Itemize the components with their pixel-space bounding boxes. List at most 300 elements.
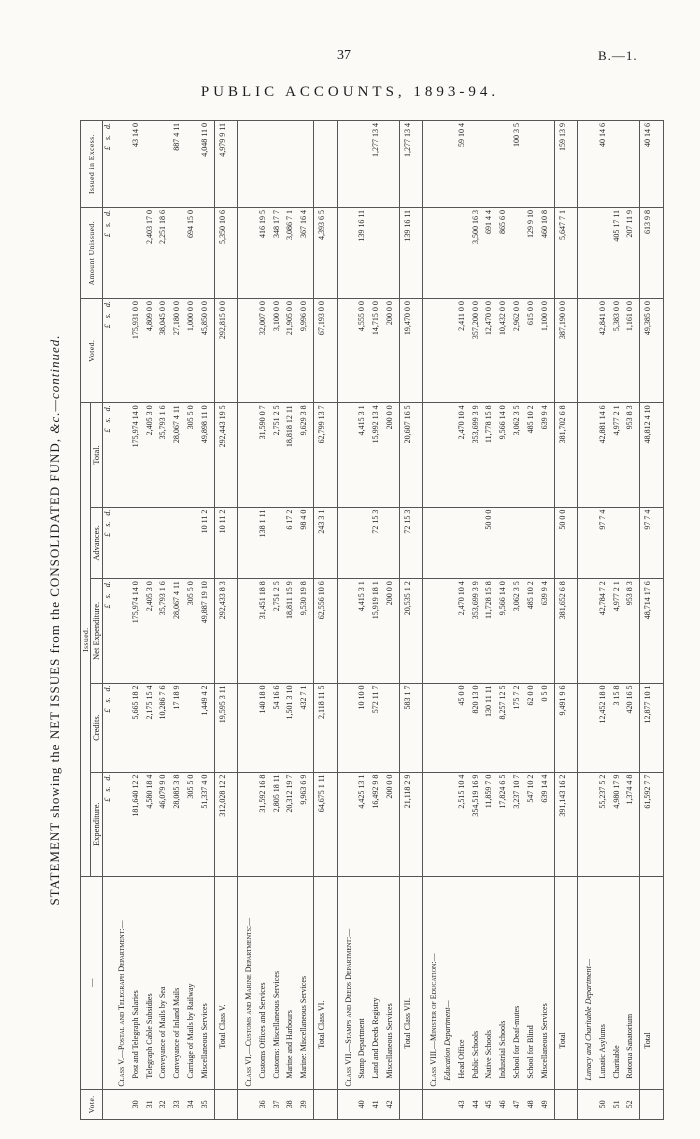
amount-cell: [512, 207, 526, 298]
amount-cell: [385, 507, 399, 579]
amount-cell: 18,811 15 9: [285, 579, 299, 683]
statement-title: [40, 120, 70, 1120]
amount-cell: 3,237 10 7: [512, 772, 526, 876]
header-advances: Advances.: [91, 507, 103, 579]
unit-label: £: [103, 797, 112, 802]
vote-cell: 40: [357, 1089, 371, 1119]
amount-cell: 4,393 6 5: [314, 207, 337, 298]
amount-cell: 48,714 17 6: [640, 579, 664, 683]
amount-cell: 547 10 2: [526, 772, 540, 876]
description-cell: Post and Telegraph Salaries: [131, 876, 145, 1089]
description-cell: School for Deaf-mutes: [512, 876, 526, 1089]
description-cell: Carriage of Mails by Railway: [186, 876, 200, 1089]
amount-cell: 3,500 16 3: [471, 207, 485, 298]
unit-label: £: [103, 604, 112, 609]
unit-label: £: [103, 324, 112, 329]
amount-cell: [429, 207, 443, 298]
rotated-statement: [40, 120, 666, 1120]
amount-cell: 42,881 14 6: [598, 403, 612, 507]
amount-cell: [512, 507, 526, 579]
amount-cell: 54 16 6: [272, 683, 286, 772]
amount-cell: 2,751 2 5: [272, 403, 286, 507]
amount-cell: [526, 121, 540, 208]
table-row: [540, 121, 554, 1120]
amount-cell: [371, 207, 385, 298]
amount-cell: 9,963 6 9: [299, 772, 313, 876]
amount-cell: [584, 121, 598, 208]
amount-cell: 405 17 11: [612, 207, 626, 298]
amount-cell: 3,062 3 5: [512, 403, 526, 507]
page-number: 37: [337, 48, 351, 63]
amount-cell: 20,607 16 5: [399, 403, 422, 507]
amount-cell: 48,812 4 10: [640, 403, 664, 507]
amount-cell: [299, 121, 313, 208]
table-row: [498, 121, 512, 1120]
header-voted: Voted.: [81, 299, 103, 403]
vote-cell: 41: [371, 1089, 385, 1119]
description-cell: Class V.—Postal and Telegraph Department:—: [117, 876, 131, 1089]
amount-cell: 64,675 1 11: [314, 772, 337, 876]
description-cell: School for Blind: [526, 876, 540, 1089]
amount-cell: [172, 207, 186, 298]
amount-cell: [244, 579, 258, 683]
amount-cell: [385, 121, 399, 208]
amount-cell: [484, 121, 498, 208]
amount-cell: 50 0 0: [554, 507, 577, 579]
amount-cell: 175,974 14 0: [131, 579, 145, 683]
amount-cell: [429, 772, 443, 876]
amount-cell: 46,079 9 0: [158, 772, 172, 876]
amount-cell: [344, 772, 358, 876]
unit-label: £: [103, 532, 112, 537]
amount-cell: 381,652 6 8: [554, 579, 577, 683]
amount-cell: 67,193 0 0: [314, 299, 337, 403]
amount-cell: 98 4 0: [299, 507, 313, 579]
amount-cell: 28,067 4 11: [172, 403, 186, 507]
header-net-expenditure: Net Expenditure.: [91, 579, 103, 683]
amount-cell: [498, 121, 512, 208]
table-row: [172, 121, 186, 1120]
amount-cell: [145, 507, 159, 579]
vote-cell: 48: [526, 1089, 540, 1119]
description-cell: Customs: Miscellaneous Services: [272, 876, 286, 1089]
amount-cell: [526, 507, 540, 579]
table-row: [344, 121, 358, 1120]
amount-cell: [540, 121, 554, 208]
description-cell: Marine and Harbours: [285, 876, 299, 1089]
amount-cell: 14,715 0 0: [371, 299, 385, 403]
amount-cell: 12,470 0 0: [484, 299, 498, 403]
description-cell: Rotorua Sanatorium: [625, 876, 639, 1089]
amount-cell: 485 10 2: [526, 579, 540, 683]
amount-cell: 3 15 8: [612, 683, 626, 772]
amount-cell: 10 11 2: [200, 507, 214, 579]
description-cell: Lunatic Asylums: [598, 876, 612, 1089]
amount-cell: 2,751 2 5: [272, 579, 286, 683]
vote-cell: 33: [172, 1089, 186, 1119]
table-row: [471, 121, 485, 1120]
amount-cell: 11,778 15 8: [484, 403, 498, 507]
statement-text: STATEMENT showing the NET ISSUES from the CONSOLIDATED FUND,: [47, 433, 62, 906]
amount-cell: 4,979 9 11: [214, 121, 237, 208]
amount-cell: 348 17 7: [272, 207, 286, 298]
page-title: PUBLIC ACCOUNTS, 1893-94.: [200, 84, 500, 100]
table-row: [299, 121, 313, 1120]
unit-label: s.: [103, 313, 112, 319]
table-row: [512, 121, 526, 1120]
amount-cell: 357,200 0 0: [471, 299, 485, 403]
vote-cell: 45: [484, 1089, 498, 1119]
amount-cell: [244, 299, 258, 403]
amount-cell: [117, 121, 131, 208]
amount-cell: 953 8 3: [625, 403, 639, 507]
amount-cell: [471, 507, 485, 579]
amount-cell: [429, 683, 443, 772]
unit-label: s.: [103, 521, 112, 527]
table-row: [598, 121, 612, 1120]
description-cell: Lunacy and Charitable Department—: [584, 876, 598, 1089]
header-excess: Issued in Excess.: [81, 121, 103, 208]
amount-cell: 50 0 0: [484, 507, 498, 579]
amount-cell: [584, 772, 598, 876]
amount-cell: 420 16 5: [625, 683, 639, 772]
amount-cell: 460 10 8: [540, 207, 554, 298]
amount-cell: 5,383 0 0: [612, 299, 626, 403]
table-row: [399, 121, 422, 1120]
description-cell: Native Schools: [484, 876, 498, 1089]
description-cell: Conveyance of Inland Mails: [172, 876, 186, 1089]
amount-cell: 381,702 6 8: [554, 403, 577, 507]
amount-cell: 367 16 4: [299, 207, 313, 298]
description-cell: Total Class VII.: [399, 876, 422, 1089]
vote-cell: 32: [158, 1089, 172, 1119]
description-cell: Stamp Department: [357, 876, 371, 1089]
units-cell: [103, 772, 117, 876]
table-row: [457, 121, 471, 1120]
amount-cell: 305 5 0: [186, 579, 200, 683]
amount-cell: 27,180 0 0: [172, 299, 186, 403]
amount-cell: [457, 207, 471, 298]
unit-label: £: [103, 146, 112, 151]
table-row: [429, 121, 443, 1120]
amount-cell: 5,647 7 1: [554, 207, 577, 298]
amount-cell: 4,809 0 0: [145, 299, 159, 403]
amount-cell: 200 0 0: [385, 403, 399, 507]
units-cell: [103, 403, 117, 507]
amount-cell: 62 0 0: [526, 683, 540, 772]
amount-cell: [344, 579, 358, 683]
amount-cell: 391,143 16 2: [554, 772, 577, 876]
amount-cell: [540, 507, 554, 579]
amount-cell: 953 8 3: [625, 579, 639, 683]
table-row: [625, 121, 639, 1120]
amount-cell: 139 16 11: [357, 207, 371, 298]
vote-cell: 43: [457, 1089, 471, 1119]
amount-cell: 3,086 7 1: [285, 207, 299, 298]
amount-cell: [244, 403, 258, 507]
description-cell: Conveyance of Mails by Sea: [158, 876, 172, 1089]
amount-cell: 17,824 6 5: [498, 772, 512, 876]
amount-cell: 416 19 5: [258, 207, 272, 298]
amount-cell: 35,793 1 6: [158, 579, 172, 683]
unit-label: s.: [103, 593, 112, 599]
amount-cell: 887 4 11: [172, 121, 186, 208]
amount-cell: 55,237 5 2: [598, 772, 612, 876]
unit-label: s.: [103, 221, 112, 228]
amount-cell: 140 18 0: [258, 683, 272, 772]
amount-cell: [584, 507, 598, 579]
amount-cell: 292,815 0 0: [214, 299, 237, 403]
vote-cell: 42: [385, 1089, 399, 1119]
amount-cell: [244, 683, 258, 772]
amount-cell: 4,977 2 1: [612, 403, 626, 507]
description-cell: Public Schools: [471, 876, 485, 1089]
amount-cell: [200, 207, 214, 298]
amount-cell: 31,592 16 8: [258, 772, 272, 876]
table-row: [371, 121, 385, 1120]
amount-cell: 45 0 0: [457, 683, 471, 772]
amount-cell: 15,992 13 4: [371, 403, 385, 507]
amount-cell: 2,470 10 4: [457, 403, 471, 507]
vote-cell: 34: [186, 1089, 200, 1119]
table-row: [443, 121, 457, 1120]
amount-cell: [429, 403, 443, 507]
amount-cell: [172, 507, 186, 579]
amount-cell: [385, 683, 399, 772]
amount-cell: 20,312 19 7: [285, 772, 299, 876]
table-row: [145, 121, 159, 1120]
amount-cell: 62,799 13 7: [314, 403, 337, 507]
amount-cell: 639 14 4: [540, 772, 554, 876]
amount-cell: 2,405 3 0: [145, 403, 159, 507]
amount-cell: 12,877 10 1: [640, 683, 664, 772]
unit-label: d.: [103, 301, 112, 308]
amount-cell: 72 15 3: [371, 507, 385, 579]
amount-cell: 4,977 2 1: [612, 579, 626, 683]
vote-cell: 52: [625, 1089, 639, 1119]
vote-cell: 36: [258, 1089, 272, 1119]
amount-cell: 2,515 10 4: [457, 772, 471, 876]
description-cell: Total: [554, 876, 577, 1089]
amount-cell: 353,699 3 9: [471, 579, 485, 683]
description-cell: Miscellaneous Services: [385, 876, 399, 1089]
amount-cell: 11,728 15 8: [484, 579, 498, 683]
amount-cell: [443, 121, 457, 208]
amount-cell: 97 7 4: [640, 507, 664, 579]
amount-cell: 31,590 0 7: [258, 403, 272, 507]
vote-cell: [429, 1089, 443, 1119]
amount-cell: [285, 121, 299, 208]
amount-cell: 100 3 5: [512, 121, 526, 208]
table-row: [200, 121, 214, 1120]
unit-label: £: [103, 428, 112, 433]
statement-continued: &c.—continued.: [47, 334, 62, 434]
amount-cell: 2,405 3 0: [145, 579, 159, 683]
table-row: [526, 121, 540, 1120]
amount-cell: [344, 507, 358, 579]
amount-cell: 3,100 0 0: [272, 299, 286, 403]
vote-cell: [117, 1089, 131, 1119]
amount-cell: 42,784 7 2: [598, 579, 612, 683]
amount-cell: [584, 403, 598, 507]
units-cell: [103, 207, 117, 298]
amount-cell: [244, 507, 258, 579]
amount-cell: [344, 683, 358, 772]
amount-cell: [443, 683, 457, 772]
units-vote-cell: [103, 1089, 117, 1119]
header-total: Total.: [91, 403, 103, 507]
amount-cell: 181,640 12 2: [131, 772, 145, 876]
amount-cell: 15,919 18 1: [371, 579, 385, 683]
amount-cell: 38,045 0 0: [158, 299, 172, 403]
amount-cell: 35,793 1 6: [158, 403, 172, 507]
table-row: [258, 121, 272, 1120]
amount-cell: 20,535 1 2: [399, 579, 422, 683]
amount-cell: [244, 772, 258, 876]
amount-cell: [131, 207, 145, 298]
amount-cell: [625, 507, 639, 579]
amount-cell: [443, 207, 457, 298]
amount-cell: 0 5 0: [540, 683, 554, 772]
amount-cell: 129 9 10: [526, 207, 540, 298]
amount-cell: 305 5 0: [186, 772, 200, 876]
amount-cell: 3,062 3 5: [512, 579, 526, 683]
unit-label: d.: [103, 209, 112, 216]
amount-cell: [443, 403, 457, 507]
amount-cell: 159 13 9: [554, 121, 577, 208]
amount-cell: [443, 772, 457, 876]
amount-cell: 42,841 0 0: [598, 299, 612, 403]
amount-cell: 18,818 12 11: [285, 403, 299, 507]
unit-label: s.: [103, 697, 112, 703]
vote-cell: [244, 1089, 258, 1119]
amount-cell: 61,592 7 7: [640, 772, 664, 876]
description-cell: Class VIII.—Minister of Education:—: [429, 876, 443, 1089]
vote-cell: [314, 1089, 337, 1119]
table-row: [117, 121, 131, 1120]
description-cell: Total: [640, 876, 664, 1089]
amount-cell: 292,433 8 3: [214, 579, 237, 683]
vote-cell: [443, 1089, 457, 1119]
amount-cell: [625, 121, 639, 208]
amount-cell: 12,452 18 0: [598, 683, 612, 772]
amount-cell: 865 6 0: [498, 207, 512, 298]
vote-cell: [399, 1089, 422, 1119]
vote-cell: 39: [299, 1089, 313, 1119]
amount-cell: 1,000 0 0: [186, 299, 200, 403]
table-row: [158, 121, 172, 1120]
amount-cell: 312,028 12 2: [214, 772, 237, 876]
amount-cell: 387,190 0 0: [554, 299, 577, 403]
header-unissued: Amount Unissued.: [81, 207, 103, 298]
amount-cell: [429, 507, 443, 579]
amount-cell: 21,905 0 0: [285, 299, 299, 403]
units-cell: [103, 507, 117, 579]
table-row: [186, 121, 200, 1120]
unit-label: d.: [103, 774, 112, 781]
amount-cell: 10 11 2: [214, 507, 237, 579]
table-row: [484, 121, 498, 1120]
amount-cell: 2,175 15 4: [145, 683, 159, 772]
amount-cell: 51,337 4 0: [200, 772, 214, 876]
amount-cell: 28,085 3 8: [172, 772, 186, 876]
amount-cell: 19,595 3 11: [214, 683, 237, 772]
vote-cell: 47: [512, 1089, 526, 1119]
amount-cell: [244, 207, 258, 298]
amount-cell: 1,501 3 10: [285, 683, 299, 772]
header-description: —: [81, 876, 103, 1089]
amount-cell: 11,859 7 0: [484, 772, 498, 876]
amount-cell: 820 13 0: [471, 683, 485, 772]
amount-cell: [498, 507, 512, 579]
description-cell: Head Office: [457, 876, 471, 1089]
amount-cell: [443, 579, 457, 683]
amount-cell: 243 3 1: [314, 507, 337, 579]
amount-cell: 200 0 0: [385, 579, 399, 683]
amount-cell: [584, 683, 598, 772]
amount-cell: [443, 299, 457, 403]
amount-cell: [244, 121, 258, 208]
amount-cell: [429, 121, 443, 208]
amount-cell: [357, 507, 371, 579]
amount-cell: [584, 207, 598, 298]
amount-cell: 2,962 0 0: [512, 299, 526, 403]
amount-cell: 31,451 18 8: [258, 579, 272, 683]
amount-cell: [272, 507, 286, 579]
vote-cell: [344, 1089, 358, 1119]
amount-cell: [344, 121, 358, 208]
amount-cell: 292,443 19 5: [214, 403, 237, 507]
table-body: [103, 121, 664, 1120]
amount-cell: 1,161 0 0: [625, 299, 639, 403]
amount-cell: 639 9 4: [540, 403, 554, 507]
amount-cell: 10,432 0 0: [498, 299, 512, 403]
amount-cell: [158, 121, 172, 208]
amount-cell: 5,665 18 2: [131, 683, 145, 772]
amount-cell: 200 0 0: [385, 299, 399, 403]
amount-cell: 207 11 9: [625, 207, 639, 298]
amount-cell: 4,415 3 1: [357, 403, 371, 507]
vote-cell: 38: [285, 1089, 299, 1119]
amount-cell: 175,931 0 0: [131, 299, 145, 403]
amount-cell: 40 14 6: [598, 121, 612, 208]
unit-label: d.: [103, 405, 112, 412]
amount-cell: 9,530 19 8: [299, 579, 313, 683]
amount-cell: 9,491 9 6: [554, 683, 577, 772]
vote-cell: 49: [540, 1089, 554, 1119]
amount-cell: 9,629 3 8: [299, 403, 313, 507]
amount-cell: [117, 207, 131, 298]
amount-cell: 2,118 11 5: [314, 683, 337, 772]
description-cell: Education Department—: [443, 876, 457, 1089]
amount-cell: [612, 121, 626, 208]
table-row: [640, 121, 664, 1120]
amount-cell: 200 0 0: [385, 772, 399, 876]
vote-cell: 46: [498, 1089, 512, 1119]
amount-cell: 49,898 11 0: [200, 403, 214, 507]
amount-cell: 9,566 14 0: [498, 403, 512, 507]
amount-cell: [117, 683, 131, 772]
unit-label: d.: [103, 123, 112, 129]
vote-cell: [554, 1089, 577, 1119]
header-vote: Vote.: [81, 1089, 103, 1119]
amount-cell: [145, 121, 159, 208]
amount-cell: 97 7 4: [598, 507, 612, 579]
amount-cell: [117, 403, 131, 507]
vote-cell: 37: [272, 1089, 286, 1119]
amount-cell: [429, 299, 443, 403]
description-cell: Total Class V.: [214, 876, 237, 1089]
